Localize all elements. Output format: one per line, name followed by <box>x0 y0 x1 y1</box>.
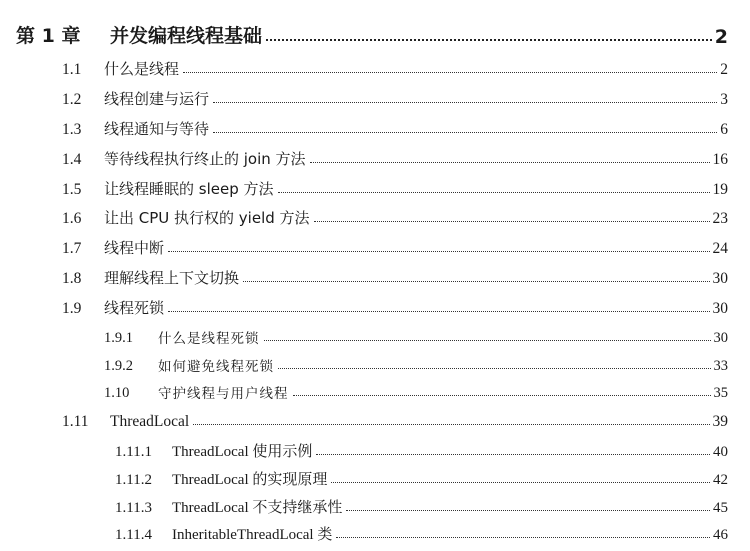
page-number: 24 <box>712 240 728 257</box>
section-title: ThreadLocal 使用示例 <box>172 444 313 460</box>
section-title: 让线程睡眠的 sleep 方法 <box>104 180 274 198</box>
toc-entry[interactable] <box>104 376 728 402</box>
toc-chapter-row[interactable] <box>16 16 728 48</box>
dot-leader <box>336 537 710 538</box>
toc-entry[interactable] <box>62 292 728 318</box>
page-number: 40 <box>713 444 728 460</box>
dot-leader <box>243 281 709 282</box>
page-number: 42 <box>713 472 728 488</box>
toc-entry[interactable] <box>62 232 728 258</box>
section-number: 1.10 <box>104 385 130 401</box>
dot-leader <box>293 395 711 396</box>
section-title: ThreadLocal 不支持继承性 <box>172 500 343 516</box>
section-title: 线程中断 <box>104 239 165 257</box>
section-number: 1.9.1 <box>104 330 133 346</box>
dot-leader <box>183 72 717 73</box>
toc-entry[interactable] <box>62 202 728 228</box>
chapter-page-number: 2 <box>714 26 728 48</box>
dot-leader <box>168 251 709 252</box>
section-title: ThreadLocal 的实现原理 <box>172 472 328 488</box>
dot-leader <box>278 192 710 193</box>
section-number: 1.2 <box>62 91 82 108</box>
section-title: 让出 CPU 执行权的 yield 方法 <box>104 209 310 227</box>
page-number: 30 <box>713 330 728 346</box>
page-number: 30 <box>712 300 728 317</box>
dot-leader <box>213 132 717 133</box>
toc-entry[interactable] <box>62 405 728 431</box>
section-number: 1.3 <box>62 121 82 138</box>
section-number: 1.11 <box>62 413 89 430</box>
section-title: 如何避免线程死锁 <box>158 359 274 375</box>
section-number: 1.5 <box>62 181 82 198</box>
dot-leader <box>168 311 709 312</box>
dot-leader <box>266 39 712 41</box>
page-number: 2 <box>720 61 728 78</box>
section-title: 什么是线程 <box>104 60 180 78</box>
dot-leader <box>346 510 710 511</box>
dot-leader <box>278 368 711 369</box>
toc-entry[interactable] <box>62 53 728 79</box>
section-number: 1.6 <box>62 210 82 227</box>
section-number: 1.11.1 <box>115 444 152 460</box>
section-number: 1.11.3 <box>115 500 152 516</box>
page-number: 19 <box>712 181 728 198</box>
toc-entry[interactable] <box>62 173 728 199</box>
toc-entry[interactable] <box>104 349 728 375</box>
toc-entry[interactable] <box>115 491 728 517</box>
toc-entry[interactable] <box>115 463 728 489</box>
section-title: 等待线程执行终止的 join 方法 <box>104 150 306 168</box>
toc-entry[interactable] <box>62 113 728 139</box>
section-title: 守护线程与用户线程 <box>158 386 289 402</box>
page-number: 30 <box>712 270 728 287</box>
section-number: 1.11.2 <box>115 472 152 488</box>
section-number: 1.1 <box>62 61 82 78</box>
dot-leader <box>314 221 710 222</box>
toc-entry[interactable] <box>115 518 728 544</box>
section-title: 什么是线程死锁 <box>158 331 260 347</box>
page-number: 33 <box>713 358 728 374</box>
dot-leader <box>193 424 709 425</box>
dot-leader <box>316 454 710 455</box>
section-title: 线程通知与等待 <box>104 120 210 138</box>
section-title: 线程死锁 <box>104 299 165 317</box>
section-number: 1.11.4 <box>115 527 152 543</box>
page-number: 39 <box>712 413 728 430</box>
section-title: 线程创建与运行 <box>104 90 210 108</box>
toc-entry[interactable] <box>104 321 728 347</box>
section-number: 1.7 <box>62 240 82 257</box>
page-number: 46 <box>713 527 728 543</box>
chapter-number: 第 1 章 <box>16 25 81 47</box>
page-number: 35 <box>713 385 728 401</box>
dot-leader <box>331 482 710 483</box>
section-number: 1.4 <box>62 151 82 168</box>
toc-entry[interactable] <box>62 262 728 288</box>
section-number: 1.9 <box>62 300 82 317</box>
section-number: 1.8 <box>62 270 82 287</box>
chapter-title: 并发编程线程基础 <box>110 25 263 47</box>
toc-entry[interactable] <box>115 435 728 461</box>
section-number: 1.9.2 <box>104 358 133 374</box>
page-number: 23 <box>712 210 728 227</box>
section-title: 理解线程上下文切换 <box>104 269 240 287</box>
dot-leader <box>213 102 717 103</box>
page-number: 6 <box>720 121 728 138</box>
section-title: ThreadLocal <box>110 413 190 430</box>
section-title: InheritableThreadLocal 类 <box>172 527 333 543</box>
dot-leader <box>310 162 710 163</box>
toc-entry[interactable] <box>62 143 728 169</box>
page-number: 3 <box>720 91 728 108</box>
toc-entry[interactable] <box>62 83 728 109</box>
page-number: 16 <box>712 151 728 168</box>
page-number: 45 <box>713 500 728 516</box>
dot-leader <box>264 340 711 341</box>
